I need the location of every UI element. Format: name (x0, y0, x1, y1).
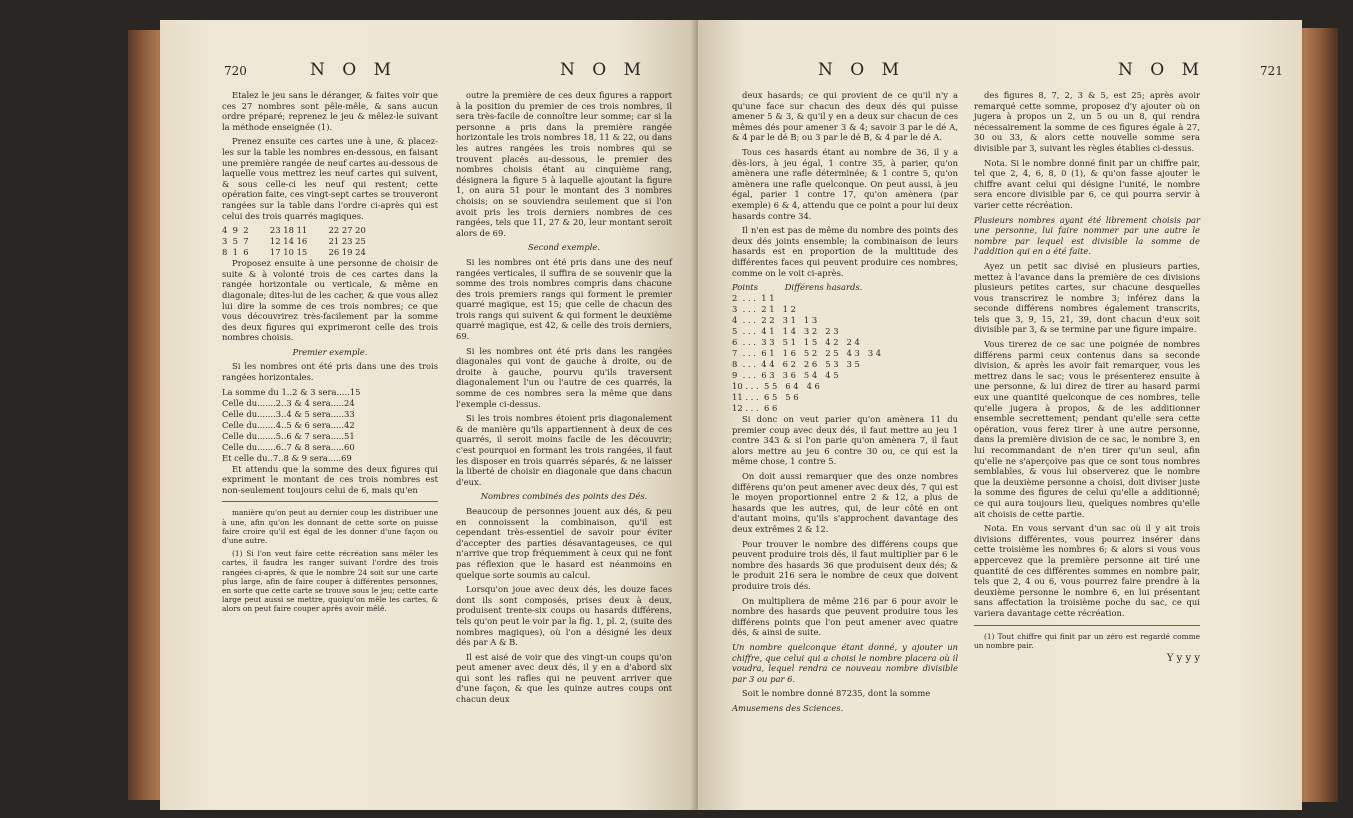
footnote: (1) Tout chiffre qui finit par un zéro est regardé comme un nombre pair. (974, 631, 1200, 650)
section-heading: Un nombre quelconque étant donné, y ajouter un chiffre, que celui qui a choisi le nombre placera où il voudra, lequel rendra ce nouveau nombre divisible par 3 ou par 6. (732, 641, 958, 684)
paragraph: des figures 8, 7, 2, 3 & 5, est 25; après avoir remarqué cette somme, proposez d'y ajouter où on jugera à propos un 2, un 5 ou un 8, qui rendra nécessairement la somme de ces figures égale à 27, 30 ou 33, & alors cette nouvelle somme sera divisible par 3, suivant les règles établies ci-dessus. (974, 90, 1200, 153)
paragraph: Pour trouver le nombre des différens coups que peuvent produire trois dés, il faut multiplier par 6 le nombre des hasards 36 que produisent deux dés; & le produit 216 sera le nombre de ceux que doivent produire trois dés. (732, 538, 958, 591)
dice-table (732, 282, 958, 414)
paragraph: Prenez ensuite ces cartes une à une, & placez-les sur la table les nombres en-dessous, en faisant une première rangée de neuf cartes au-dessous de laquelle vous mettrez les neuf cartes qui suivent, & sous celle-ci les neuf qui restent; cette opération faite, ces vingt-sept cartes se trouveront rangées sur la table dans l'ordre ci-après qui est celui des trois quarrés magiques. (222, 136, 438, 221)
section-heading: Plusieurs nombres ayant été librement choisis par une personne, lui faire nommer par une autre le nombre par lequel est divisible la somme de l'addition qui en a été faite. (974, 214, 1200, 257)
footnote: (1) Si l'on veut faire cette récréation sans mêler les cartes, il faudra les ranger suivant l'ordre des trois rangées ci-après, & que le nombre 24 soit sur une carte plus large, afin de faire couper à différentes personnes, en sorte que cette carte se trouve sous le jeu; cette carte large peut aussi se mettre, quoiqu'on mêle les cartes, & alors on peut faire couper après avoir mêlé. (222, 549, 438, 614)
hasards-header: Différens hasards. (784, 282, 863, 293)
paragraph: Si les trois nombres étoient pris diagonalement & de manière qu'ils appartiennent à deux de ces quarrés, il seroit moins facile de les découvrir; c'est pourquoi en formant les trois rangées, il faut les disposer en trois quarrés séparés, & ne laisser la liberté de choisir en diagonale que dans chacun d'eux. (456, 413, 672, 487)
magic-squares (222, 225, 438, 258)
table-row: 6 . . . 3 3 5 1 1 5 4 2 2 4 (732, 337, 860, 348)
right-page (698, 20, 1302, 810)
table-row: 4 . . . 2 2 3 1 1 3 (732, 315, 818, 326)
column-1 (222, 90, 438, 790)
sum-row: Celle du.......5..6 & 7 sera.....51 (222, 430, 355, 441)
table-row: 3 . . . 2 1 1 2 (732, 304, 796, 315)
running-header: N O M (310, 60, 398, 80)
sum-row: Celle du.......4..5 & 6 sera.....42 (222, 419, 355, 430)
paragraph: Tous ces hasards étant au nombre de 36, il y a dès-lors, à jeu égal, 1 contre 35, à parier, qu'on amènera une rafle déterminée; & 1 contre 5, qu'on amènera une rafle quelconque. On peut aussi, à jeu égal, parier 1 contre 17, qu'on amènera (par exemple) 6 & 4, attendu que ce point a pour lui deux hasards contre 34. (732, 146, 958, 221)
paragraph: Si les nombres ont été pris dans une des trois rangées horizontales. (222, 361, 438, 383)
catchword: Y y y y (1166, 652, 1200, 664)
paragraph: Lorsqu'on joue avec deux dés, les douze faces dont ils sont composés, prises deux à deux, produisent trente-six coups ou hasards différens, tels qu'on peut le voir par la fig. 1, pl. 2, (suite des nombres magiques), où l'on a désigné les deux dés par A & B. (456, 584, 672, 648)
table-row: 5 . . . 4 1 1 4 3 2 2 3 (732, 326, 839, 337)
table-row: 7 . . . 6 1 1 6 5 2 2 5 4 3 3 4 (732, 348, 882, 359)
paragraph: Si donc on veut parier qu'on amènera 11 du premier coup avec deux dés, il faut mettre au jeu 1 contre 343 & si l'on parie qu'on amènera 7, il faut alors mettre au jeu 6 contre 30 ou, ce qui est la même chose, 1 contre 5. (732, 414, 958, 467)
table-header (732, 282, 958, 293)
footnote-rule (974, 625, 1200, 626)
paragraph: On multipliera de même 216 par 6 pour avoir le nombre des hasards que peuvent produire tous les différens points que l'on peut amener avec quatre dés, & ainsi de suite. (732, 595, 958, 638)
left-page (160, 20, 698, 810)
paragraph: Beaucoup de personnes jouent aux dés, & peu en connoissent la combinaison, qu'il est cependant très-essentiel de savoir pour éviter d'accepter des parties désavantageuses, ce qui n'arrive que trop fréquemment à ceux qui ne font pas réflexion que le hasard est néanmoins en quelque sorte soumis au calcul. (456, 505, 672, 580)
sum-row: Et celle du..7..8 & 9 sera.....69 (222, 452, 352, 463)
paragraph: deux hasards; ce qui provient de ce qu'il n'y a qu'une face sur chacun des deux dés qui puisse amener 5 & 3, & qu'il y en a deux sur chacun de ces mêmes dés pour amener 3 & 4; savoir 3 par le dé A, & 4 par le dé B; ou 3 par le dé B, & 4 par le dé A. (732, 90, 958, 143)
sum-row: Celle du.......2..3 & 4 sera.....24 (222, 397, 355, 408)
footnote-rule (222, 501, 438, 502)
footnote: manière qu'on peut au dernier coup les distribuer une à une, afin qu'on les donnant de cette sorte on puisse faire croire qu'il est égal de les donner d'une façon ou d'une autre. (222, 508, 438, 546)
section-heading: Nombres combinés des points des Dés. (480, 491, 648, 502)
signature: Amusemens des Sciences. (732, 702, 844, 713)
section-heading: Premier exemple. (292, 346, 368, 357)
paragraph: Si les nombres ont été pris dans les rangées diagonales qui vont de gauche à droite, ou de droite à gauche, pourvu qu'ils traversent diagonalement l'un ou l'autre de ces quarrés, la somme de ces nombres sera la même que dans l'exemple ci-dessus. (456, 345, 672, 409)
table-row: 12 . . . 6 6 (732, 403, 778, 414)
paragraph: outre la première de ces deux figures a rapport à la position du premier de ces trois nombres, il sera très-facile de connoître leur somme; car si la personne a pris dans la première rangée horizontale les trois nombres 18, 11 & 22, ou dans les autres rangées les trois nombres qui se trouvent placés au-dessous, le premier des nombres choisis étant au cinquième rang, désignera la figure 5 à laquelle ajoutant la figure 1, on aura 51 pour le montant des 3 nombres choisis; on se souviendra seulement que si l'on avoit pris les trois derniers nombres de ces rangées, tels que 11, 27 & 20, leur montant seroit alors de 69. (456, 90, 672, 238)
points-header: Points (732, 282, 759, 293)
page-number: 720 (224, 64, 247, 78)
magic-row: 4 9 2 23 18 11 22 27 20 (222, 225, 366, 236)
running-header: N O M (818, 60, 906, 80)
paragraph: Etalez le jeu sans le déranger, & faites voir que ces 27 nombres sont pêle-mêle, & sans aucun ordre préparé; reprenez le jeu & mêlez-le suivant la méthode enseignée (1). (222, 90, 438, 132)
paragraph: Si les nombres ont été pris dans une des neuf rangées verticales, il suffira de se souvenir que la somme des trois nombres compris dans chacune des trois premiers rangs qui forment le premier quarré magique, est 15; que celle de chacun des trois rangs qui suivent & qui forment le deuxième quarré magique, est 42, & celle des trois derniers, 69. (456, 256, 672, 342)
paragraph: Il n'en est pas de même du nombre des points des deux dés joints ensemble; la combinaison de leurs hasards est en proportion de la multitude des différentes faces qui peuvent produire ces nombres, comme on le voit ci-après. (732, 225, 958, 278)
column-4 (974, 90, 1200, 790)
paragraph: Et attendu que la somme des deux figures qui expriment le montant de ces trois nombres est non-seulement toujours celui de 6, mais qu'en (222, 463, 438, 495)
sums-list (222, 387, 438, 464)
paragraph: Ayez un petit sac divisé en plusieurs parties, mettez à l'avance dans la première de ces divisions plusieurs petites cartes, sur chacune desquelles vous transcrirez le nombre 3; inférez dans la seconde différens nombres également transcrits, tels que 3, 9, 15, 21, 39, dont chacun d'eux soit divisible par 3, & se termine par une figure impaire. (974, 260, 1200, 335)
column-3 (732, 90, 958, 790)
paragraph: Nota. Si le nombre donné finit par un chiffre pair, tel que 2, 4, 6, 8, 0 (1), & qu'on fasse ajouter le chiffre avant celui qui désigne l'unité, le nombre sera encore divisible par 6, ce qui pourra servir à varier cette récréation. (974, 157, 1200, 210)
table-row: 2 . . . 1 1 (732, 293, 775, 304)
sum-row: Celle du.......3..4 & 5 sera.....33 (222, 408, 355, 419)
magic-row: 8 1 6 17 10 15 26 19 24 (222, 247, 366, 258)
book-edge-right (1296, 28, 1338, 802)
sum-row: Celle du.......6..7 & 8 sera.....60 (222, 441, 355, 452)
running-header: N O M (1118, 60, 1206, 80)
paragraph: Vous tirerez de ce sac une poignée de nombres différens parmi ceux contenus dans sa seconde division, & après les avoir fait remarquer, vous les mettrez dans le sac; vous le présenterez ensuite à une personne, & lui direz de tirer au hasard parmi eux une quantité quelconque de ces nombres, telle qu'elle jugera à propos, & de les additionner ensemble secrettement; pendant qu'elle sera cette opération, vous ferez tirer à une autre personne, dans la première division de ce sac, le nombre 3, en lui recommandant de n'en tirer qu'un seul, afin qu'elle ne s'aperçoive pas que ce sont tous nombres semblables, & vous lui observerez que le nombre que la deuxième personne a choisi, doit diviser juste la somme des figures de celui qu'elle a additionné; ce qui aura toujours lieu, quelques nombres qu'elle ait choisis de cette partie. (974, 339, 1200, 519)
section-heading: Second exemple. (527, 242, 601, 253)
table-row: 8 . . . 4 4 6 2 2 6 5 3 3 5 (732, 359, 860, 370)
page-number: 721 (1260, 64, 1283, 78)
table-row: 10 . . . 5 5 6 4 4 6 (732, 381, 820, 392)
table-row: 11 . . . 6 5 5 6 (732, 392, 799, 403)
running-header: N O M (560, 60, 648, 80)
column-2 (456, 90, 672, 790)
paragraph: On doit aussi remarquer que des onze nombres différens qu'on peut amener avec deux dés, 7 qui est le moyen proportionnel entre 2 & 12, a plus de hasards que les autres, qui, de leur côté en ont d'autant moins, qu'ils s'approchent davantage des deux extrêmes 2 & 12. (732, 471, 958, 535)
paragraph: Proposez ensuite à une personne de choisir de suite & à volonté trois de ces cartes dans la rangée horizontale ou verticale, & même en diagonale; dites-lui de les cacher, & que vous allez lui dire la somme de ces trois nombres; ce que vous découvrirez très-facilement par la somme des deux figures qui exprimeront celle des trois nombres choisis. (222, 258, 438, 343)
table-row: 9 . . . 6 3 3 6 5 4 4 5 (732, 370, 839, 381)
sum-row: La somme du 1..2 & 3 sera.....15 (222, 386, 361, 397)
paragraph: Nota. En vous servant d'un sac où il y ait trois divisions différentes, vous pourrez insérer dans cette troisième les nombres 6; & alors si vous vous appercevez que la première personne ait tiré une quantité de ces différentes sommes en nombre pair, tels que 2, 4 ou 6, vous pourrez faire prendre à la deuxième personne le nombre 6, en lui présentant sans affectation la troisième poche du sac, ce qui variera davantage cette récréation. (974, 523, 1200, 618)
paragraph: Il est aisé de voir que des vingt-un coups qu'on peut amener avec deux dés, il y en a d'abord six qui sont les rafles qui ne peuvent arriver que d'une façon, & que les quinze autres coups ont chacun deux (456, 651, 672, 705)
paragraph: Soit le nombre donné 87235, dont la somme (742, 688, 931, 699)
magic-row: 3 5 7 12 14 16 21 23 25 (222, 236, 366, 247)
